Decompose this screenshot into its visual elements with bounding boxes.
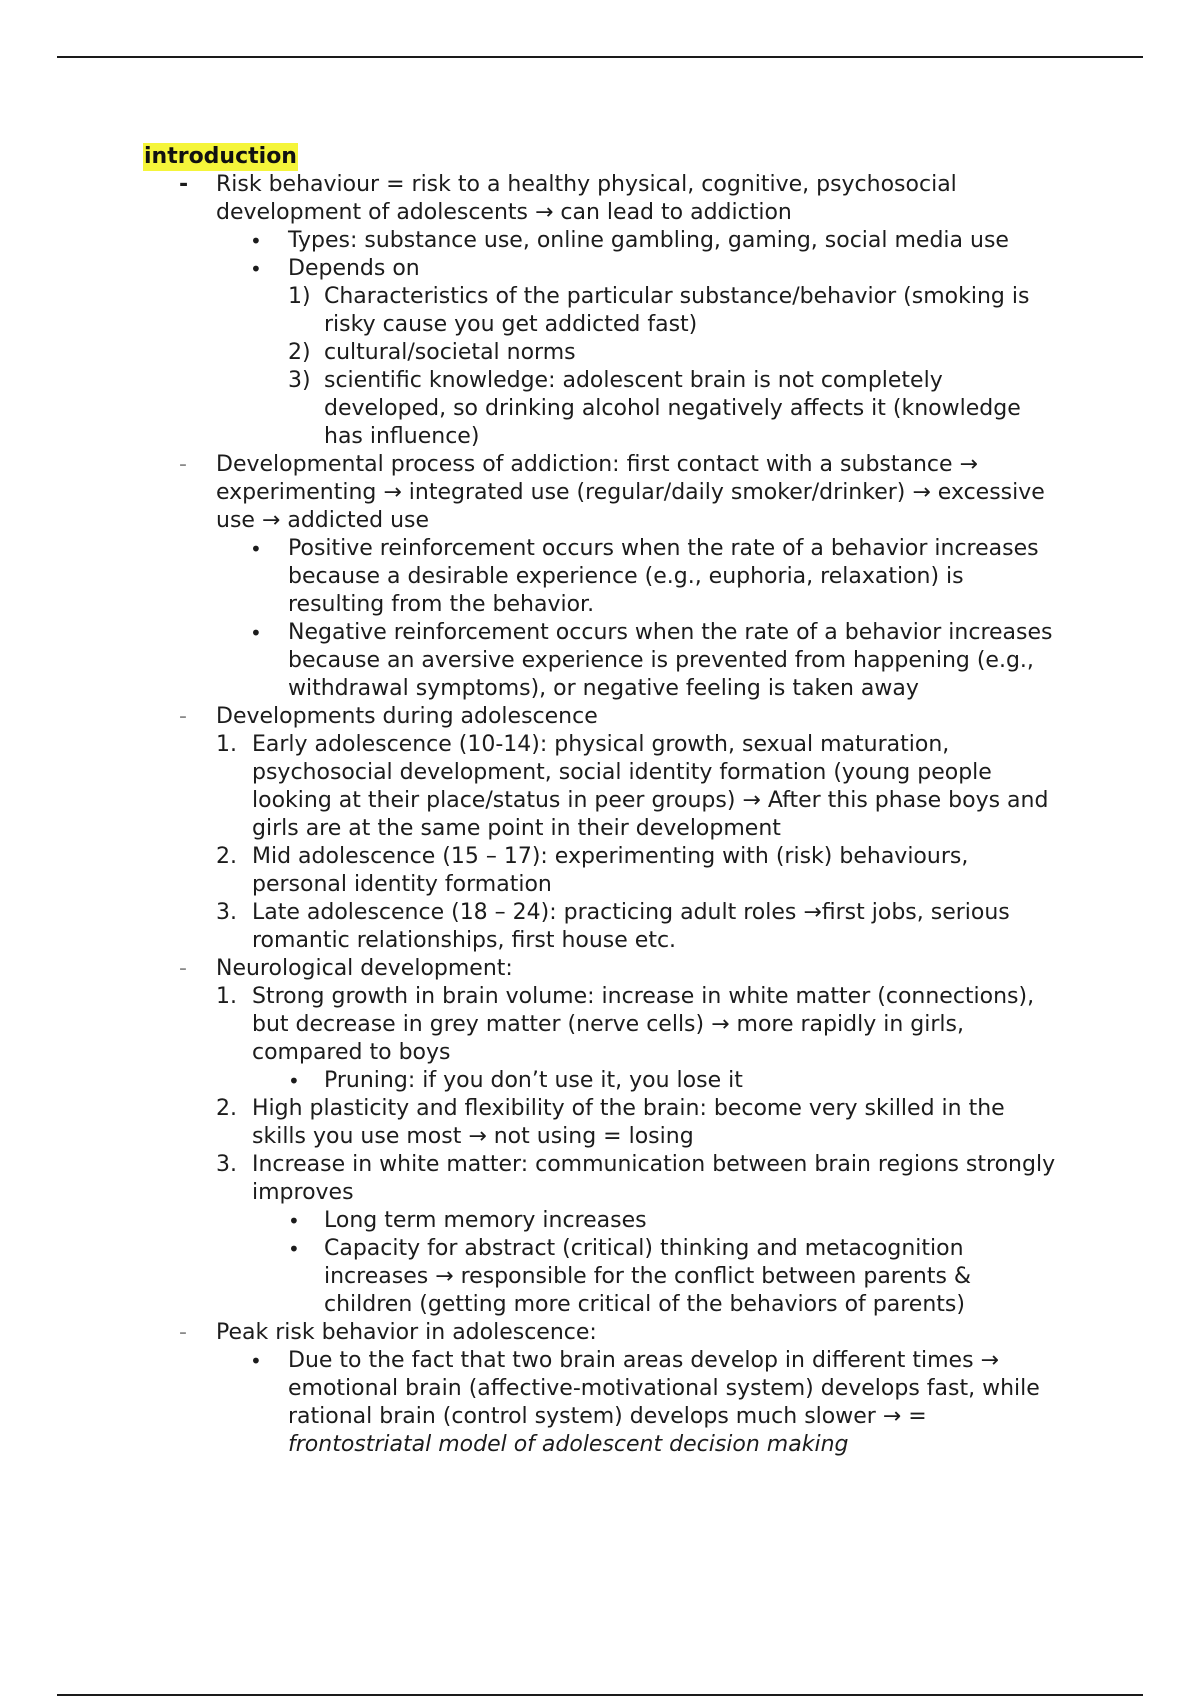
list-item-text: Developmental process of addiction: first contact with a substance → experimenting → integrated use (regular/daily smoker/drinker) → excessive use → addicted use: [216, 452, 1045, 533]
bullet-marker: •: [288, 1069, 300, 1093]
list-item: [143, 703, 1063, 731]
list-item-text: High plasticity and flexibility of the brain: become very skilled in the skills you use most → not using = losing: [252, 1096, 1005, 1149]
list-item: [143, 283, 1063, 339]
list-item-text: Late adolescence (18 – 24): practicing adult roles →first jobs, serious romantic relationships, first house etc.: [252, 900, 1010, 953]
number-marker: 1.: [216, 732, 237, 757]
list-item: [143, 227, 1063, 255]
dash-marker: -: [179, 956, 187, 981]
bullet-marker: •: [288, 1237, 300, 1261]
list-item: [143, 731, 1063, 843]
number-marker: 1.: [216, 984, 237, 1009]
list-item-text: Depends on: [288, 256, 420, 281]
list-item: [143, 451, 1063, 535]
section-heading: [143, 143, 1063, 171]
list-item-text: Strong growth in brain volume: increase in white matter (connections), but decrease in grey matter (nerve cells) → more rapidly in girls, compared to boys: [252, 984, 1035, 1065]
number-marker: 3.: [216, 900, 237, 925]
bullet-marker: •: [250, 621, 262, 645]
list-item: [143, 1347, 1063, 1459]
list-item: [143, 619, 1063, 703]
number-marker: 3): [288, 368, 311, 393]
bullet-marker: •: [250, 229, 262, 253]
list-item: [143, 899, 1063, 955]
list-item-text: Early adolescence (10-14): physical growth, sexual maturation, psychosocial development, social identity formation (young people looking at their place/status in peer groups) → After this phase boys and girls are at the same point in their development: [252, 732, 1049, 841]
number-marker: 1): [288, 284, 311, 309]
list-item-text-plain: Due to the fact that two brain areas develop in different times → emotional brain (affective-motivational system) develops fast, while rational brain (control system) develops much slower → =: [288, 1348, 1040, 1429]
list-item: [143, 367, 1063, 451]
list-item: [143, 955, 1063, 983]
list-item-text: Developments during adolescence: [216, 704, 598, 729]
list-item: [143, 1067, 1063, 1095]
bullet-marker: •: [250, 537, 262, 561]
dash-marker: -: [179, 704, 187, 729]
list-item-text: Neurological development:: [216, 956, 513, 981]
model-name-italic: frontostriatal model of adolescent decision making: [288, 1432, 849, 1457]
bullet-marker: •: [250, 1349, 262, 1373]
list-item-text: Characteristics of the particular substance/behavior (smoking is risky cause you get addicted fast): [324, 284, 1030, 337]
list-item-text: Peak risk behavior in adolescence:: [216, 1320, 597, 1345]
list-item: [143, 535, 1063, 619]
bullet-marker: •: [250, 257, 262, 281]
number-marker: 3.: [216, 1152, 237, 1177]
number-marker: 2.: [216, 844, 237, 869]
list-item-text: scientific knowledge: adolescent brain is not completely developed, so drinking alcohol negatively affects it (knowledge has influence): [324, 368, 1021, 449]
list-item-text: [288, 1348, 1040, 1457]
list-item: [143, 171, 1063, 227]
list-item-text: Positive reinforcement occurs when the rate of a behavior increases because a desirable experience (e.g., euphoria, relaxation) is resulting from the behavior.: [288, 536, 1039, 617]
document-body: [143, 143, 1063, 1459]
list-item: [143, 983, 1063, 1067]
dash-marker: -: [179, 1320, 187, 1345]
heading-highlight: introduction: [144, 144, 297, 169]
bottom-rule: [57, 1694, 1143, 1696]
list-item-text: cultural/societal norms: [324, 340, 576, 365]
list-item: [143, 339, 1063, 367]
list-item: [143, 1207, 1063, 1235]
list-item-text: Increase in white matter: communication between brain regions strongly improves: [252, 1152, 1056, 1205]
list-item: [143, 255, 1063, 283]
dash-marker: -: [179, 172, 189, 197]
top-rule: [57, 56, 1143, 58]
list-item: [143, 1235, 1063, 1319]
list-item-text: Types: substance use, online gambling, gaming, social media use: [288, 228, 1009, 253]
list-item-text: Negative reinforcement occurs when the rate of a behavior increases because an aversive experience is prevented from happening (e.g., withdrawal symptoms), or negative feeling is taken away: [288, 620, 1053, 701]
list-item-text: Pruning: if you don’t use it, you lose it: [324, 1068, 743, 1093]
dash-marker: -: [179, 452, 187, 477]
number-marker: 2.: [216, 1096, 237, 1121]
bullet-marker: •: [288, 1209, 300, 1233]
list-item: [143, 843, 1063, 899]
number-marker: 2): [288, 340, 311, 365]
list-item-text: Risk behaviour = risk to a healthy physical, cognitive, psychosocial development of adolescents → can lead to addiction: [216, 172, 957, 225]
list-item: [143, 1151, 1063, 1207]
list-item-text: Long term memory increases: [324, 1208, 647, 1233]
list-item: [143, 1319, 1063, 1347]
list-item: [143, 1095, 1063, 1151]
list-item-text: Capacity for abstract (critical) thinking and metacognition increases → responsible for the conflict between parents & children (getting more critical of the behaviors of parents): [324, 1236, 972, 1317]
list-item-text: Mid adolescence (15 – 17): experimenting with (risk) behaviours, personal identity formation: [252, 844, 969, 897]
